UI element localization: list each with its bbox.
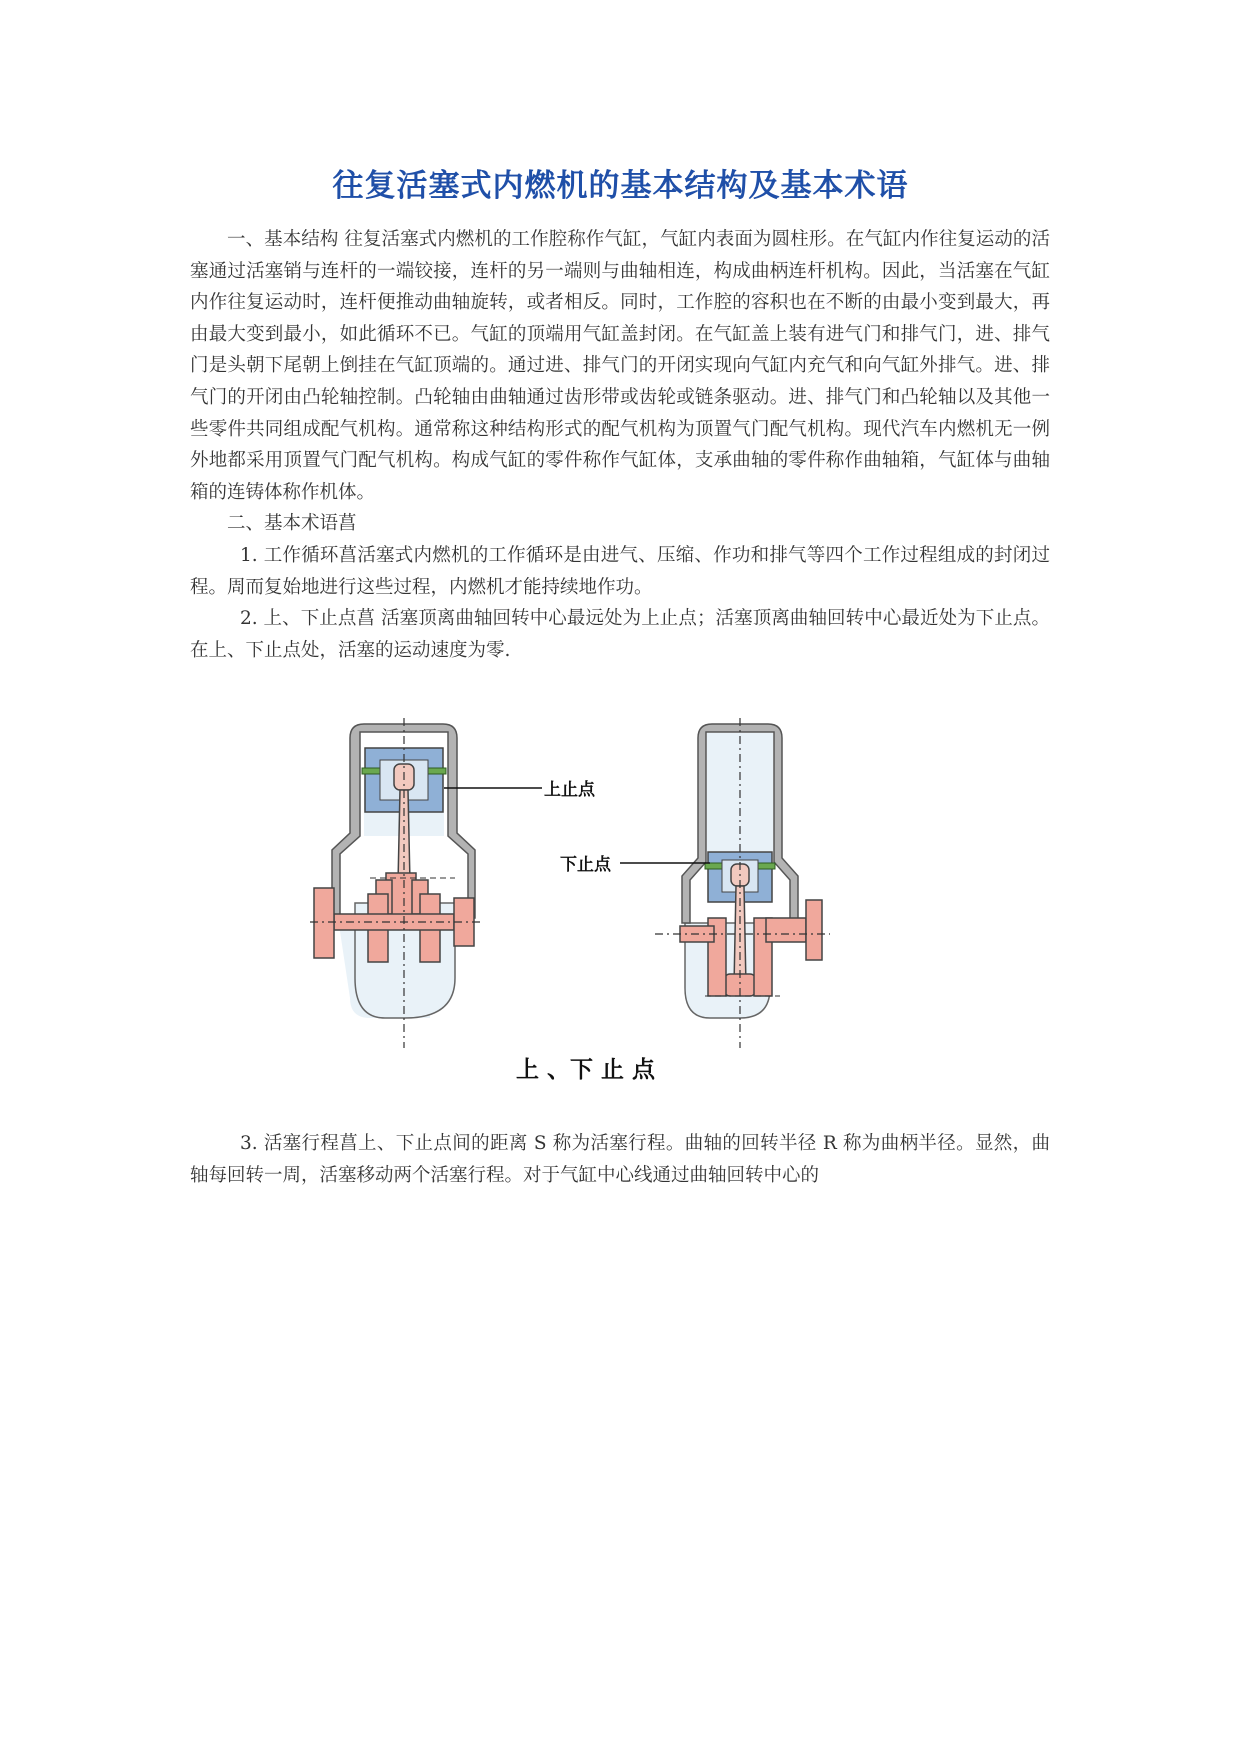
page-title: 往复活塞式内燃机的基本结构及基本术语 <box>332 168 909 204</box>
paragraph-dead-centers: 2. 上、下止点菖 活塞顶离曲轴回转中心最远处为上止点；活塞顶离曲轴回转中心最近处为下止点。在上、下止点处，活塞的运动速度为零. <box>190 608 1050 661</box>
document-body <box>190 224 1050 666</box>
paragraph-piston-stroke: 3. 活塞行程菖上、下止点间的距离 S 称为活塞行程。曲轴的回转半径 R 称为曲柄半径。显然，曲轴每回转一周，活塞移动两个活塞行程。对于气缸中心线通过曲轴回转中心的 <box>190 1133 1050 1186</box>
label-top-dead-center: 上止点 <box>544 780 595 800</box>
paragraph-basic-terms-heading: 二、基本术语菖 <box>227 513 357 535</box>
paragraph-work-cycle: 1. 工作循环菖活塞式内燃机的工作循环是由进气、压缩、作功和排气等四个工作过程组成的封闭过程。周而复始地进行这些过程，内燃机才能持续地作功。 <box>190 544 1050 598</box>
figure-caption: 上 、下 止 点 <box>516 1057 656 1083</box>
document-body-continued <box>190 1128 1050 1191</box>
label-bottom-dead-center: 下止点 <box>560 855 611 875</box>
paragraph-basic-structure: 一、基本结构 往复活塞式内燃机的工作腔称作气缸，气缸内表面为圆柱形。在气缸内作往复运动的活塞通过活塞销与连杆的一端铰接，连杆的另一端则与曲轴相连，构成曲柄连杆机构。因此，当活塞在气缸内作往复运动时，连杆便推动曲轴旋转，或者相反。同时，工作腔的容积也在不断的由最小变到最大，再由最大变到最小，如此循环不已。气缸的顶端用气缸盖封闭。在气缸盖上装有进气门和排气门，进、排气门是头朝下尾朝上倒挂在气缸顶端的。通过进、排气门的开闭实现向气缸内充气和向气缸外排气。进、排气门的开闭由凸轮轴控制。凸轮轴由曲轴通过齿形带或齿轮或链条驱动。进、排气门和凸轮轴以及其他一些零件共同组成配气机构。通常称这种结构形式的配气机构为顶置气门配气机构。现代汽车内燃机无一例外地都采用顶置气门配气机构。构成气缸的零件称作气缸体，支承曲轴的零件称作曲轴箱，气缸体与曲轴箱的连铸体称作机体。 <box>190 229 1050 503</box>
dead-center-figure <box>310 718 900 1103</box>
